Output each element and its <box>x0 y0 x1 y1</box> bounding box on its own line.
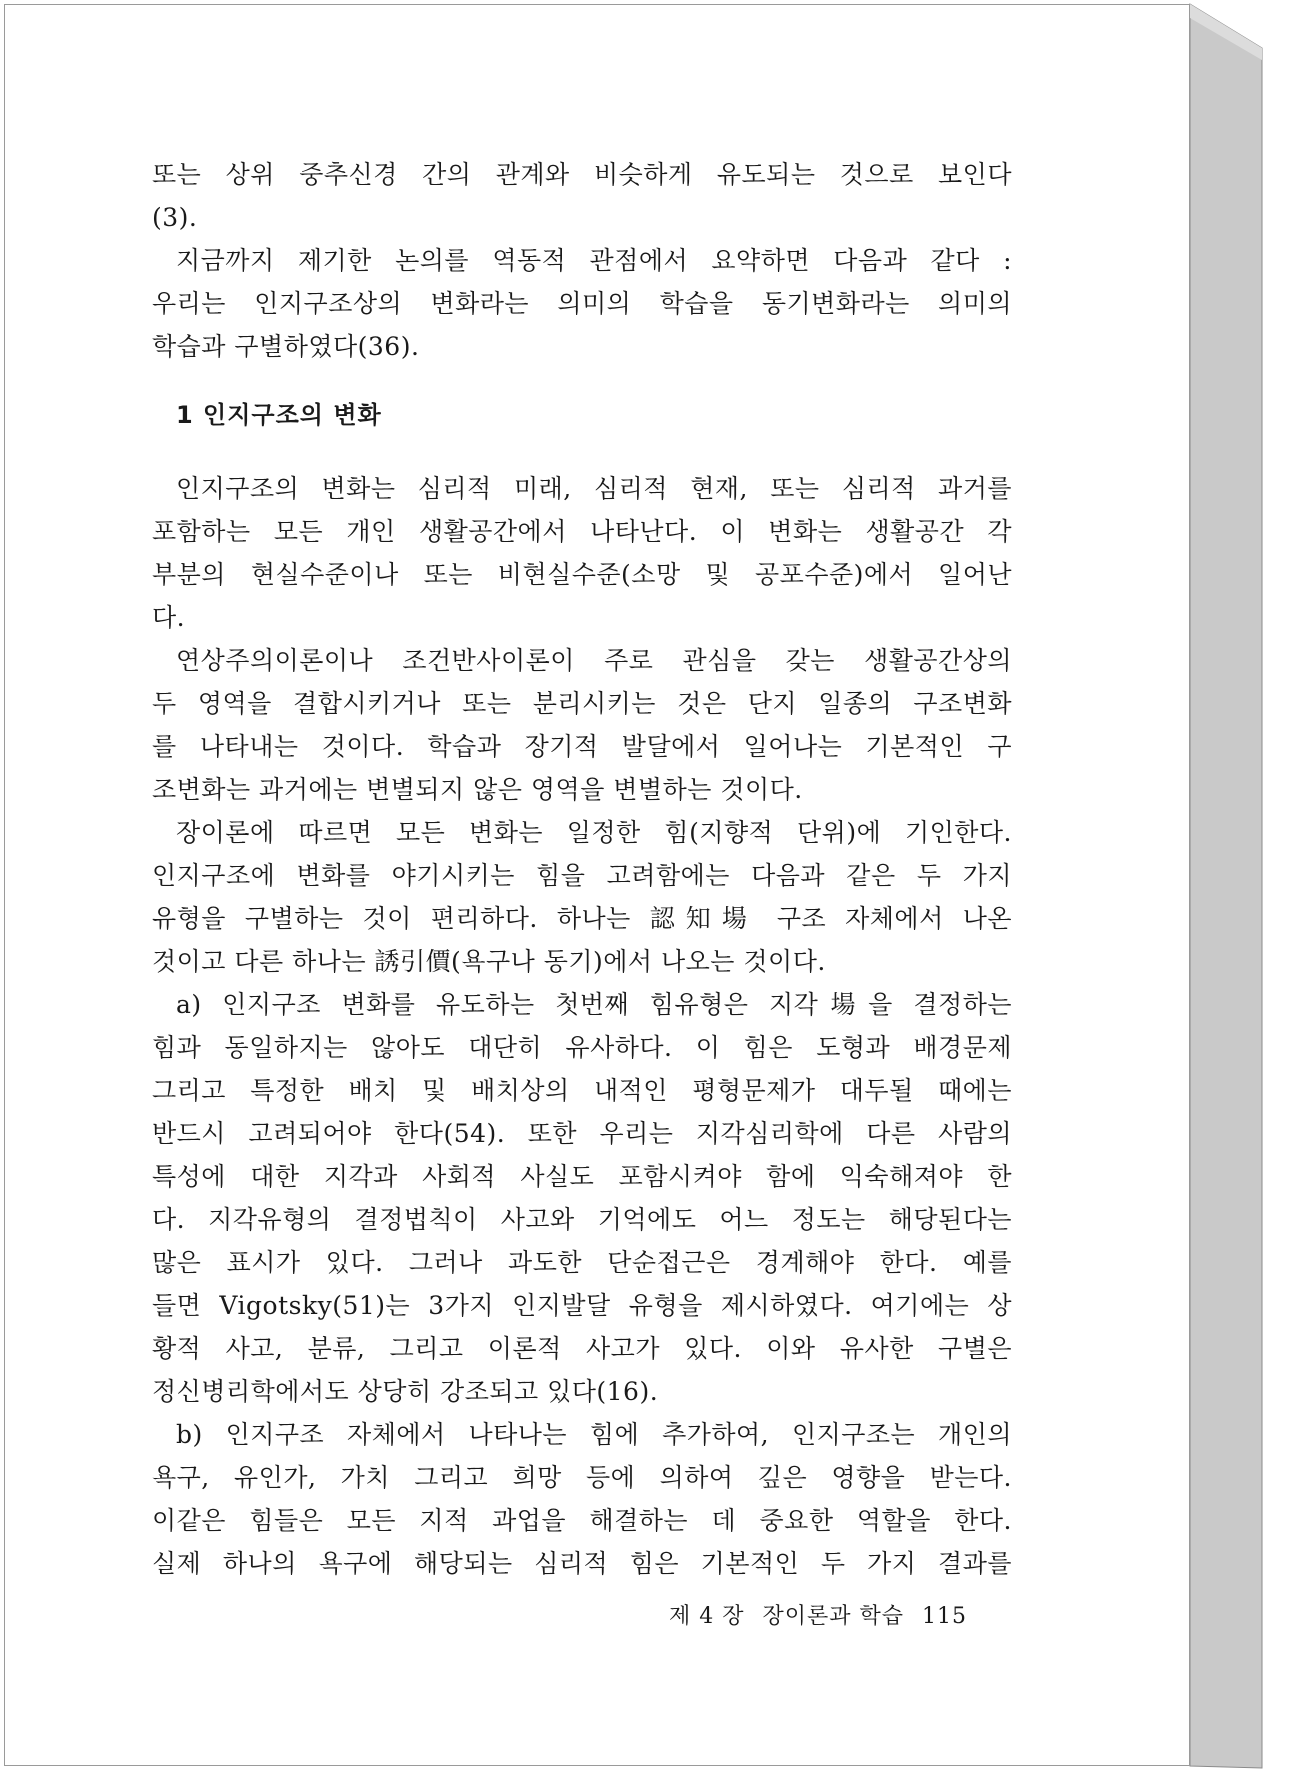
text-line: (3). <box>152 203 198 232</box>
text-line: 부분의 현실수준이나 또는 비현실수준(소망 및 공포수준)에서 일어난 <box>152 560 1012 589</box>
text-line: 인지구조의 변화는 심리적 미래, 심리적 현재, 또는 심리적 과거를 <box>176 474 1012 503</box>
text-line: 반드시 고려되어야 한다(54). 또한 우리는 지각심리학에 다른 사람의 <box>152 1119 1012 1148</box>
text-line: 지금까지 제기한 논의를 역동적 관점에서 요약하면 다음과 같다 : <box>176 246 1012 275</box>
chapter-title: 장이론과 학습 <box>762 1604 905 1629</box>
text-line: 특성에 대한 지각과 사회적 사실도 포함시켜야 함에 익숙해져야 한 <box>152 1162 1012 1191</box>
text-line: b) 인지구조 자체에서 나타나는 힘에 추가하여, 인지구조는 개인의 <box>176 1420 1012 1449</box>
text-line: 다. 지각유형의 결정법칙이 사고와 기억에도 어느 정도는 해당된다는 <box>152 1205 1012 1234</box>
text-line: 욕구, 유인가, 가치 그리고 희망 등에 의하여 깊은 영향을 받는다. <box>152 1463 1012 1492</box>
text-line: 이같은 힘들은 모든 지적 과업을 해결하는 데 중요한 역할을 한다. <box>152 1506 1012 1535</box>
text-line: 를 나타내는 것이다. 학습과 장기적 발달에서 일어나는 기본적인 구 <box>152 732 1012 761</box>
text-line: 또는 상위 중추신경 간의 관계와 비슷하게 유도되는 것으로 보인다 <box>152 160 1012 189</box>
page-number: 115 <box>922 1604 968 1629</box>
chapter-label: 제 4 장 <box>669 1604 745 1629</box>
text-line: 실제 하나의 욕구에 해당되는 심리적 힘은 기본적인 두 가지 결과를 <box>152 1549 1012 1578</box>
text-line: 장이론에 따르면 모든 변화는 일정한 힘(지향적 단위)에 기인한다. <box>176 818 1012 847</box>
section-heading: 1 인지구조의 변화 <box>176 401 382 429</box>
text-line: 학습과 구별하였다(36). <box>152 332 420 361</box>
text-line: 황적 사고, 분류, 그리고 이론적 사고가 있다. 이와 유사한 구별은 <box>152 1334 1012 1363</box>
book-page <box>4 4 1190 1766</box>
text-line: 것이고 다른 하나는 誘引價(욕구나 동기)에서 나오는 것이다. <box>152 947 826 976</box>
text-line: 그리고 특정한 배치 및 배치상의 내적인 평형문제가 대두될 때에는 <box>152 1076 1012 1105</box>
text-line: 다. <box>152 603 186 632</box>
text-line: 들면 Vigotsky(51)는 3가지 인지발달 유형을 제시하였다. 여기에는 상 <box>152 1291 1012 1320</box>
text-line: 우리는 인지구조상의 변화라는 의미의 학습을 동기변화라는 의미의 <box>152 289 1012 318</box>
text-line: 포함하는 모든 개인 생활공간에서 나타난다. 이 변화는 생활공간 각 <box>152 517 1012 546</box>
text-line: 정신병리학에서도 상당히 강조되고 있다(16). <box>152 1377 659 1406</box>
text-line: 유형을 구별하는 것이 편리하다. 하나는 認知場 구조 자체에서 나온 <box>152 904 1012 933</box>
text-line: 두 영역을 결합시키거나 또는 분리시키는 것은 단지 일종의 구조변화 <box>152 689 1012 718</box>
body-text <box>152 153 1012 1585</box>
text-line: 조변화는 과거에는 변별되지 않은 영역을 변별하는 것이다. <box>152 775 803 804</box>
text-line: 연상주의이론이나 조건반사이론이 주로 관심을 갖는 생활공간상의 <box>176 646 1012 675</box>
page-footer <box>669 1599 985 1630</box>
text-line: 많은 표시가 있다. 그러나 과도한 단순접근은 경계해야 한다. 예를 <box>152 1248 1012 1277</box>
text-line: a) 인지구조 변화를 유도하는 첫번째 힘유형은 지각場을 결정하는 <box>176 990 1012 1019</box>
text-line: 인지구조에 변화를 야기시키는 힘을 고려함에는 다음과 같은 두 가지 <box>152 861 1012 890</box>
text-line: 힘과 동일하지는 않아도 대단히 유사하다. 이 힘은 도형과 배경문제 <box>152 1033 1012 1062</box>
